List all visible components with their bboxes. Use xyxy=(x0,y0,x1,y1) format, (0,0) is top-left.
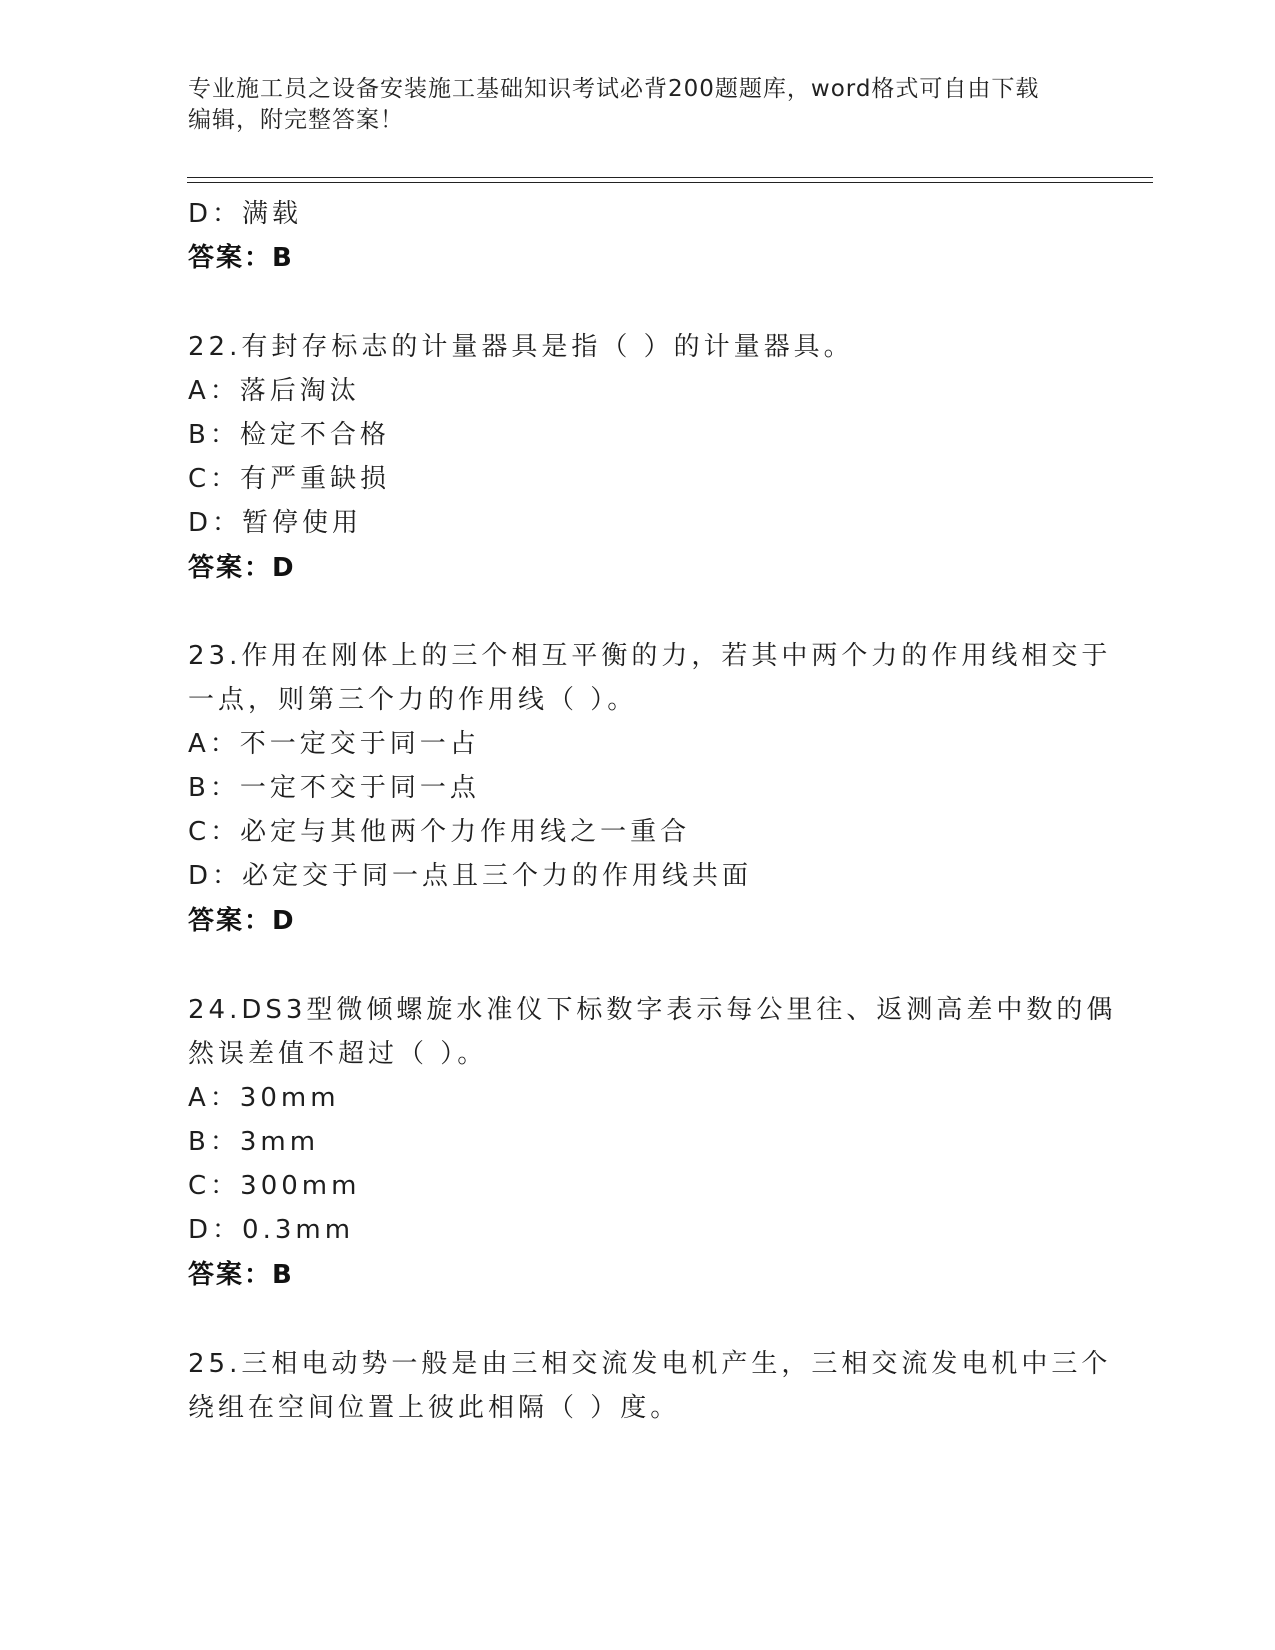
q22-answer: 答案：D xyxy=(188,553,296,583)
prev-answer: 答案：B xyxy=(188,243,294,273)
q23-option-a: A：不一定交于同一占 xyxy=(188,729,480,759)
document-header xyxy=(188,74,1088,136)
q23-option-b: B：一定不交于同一点 xyxy=(188,773,480,803)
q23-option-d: D：必定交于同一点且三个力的作用线共面 xyxy=(188,861,753,891)
q23-option-c: C：必定与其他两个力作用线之一重合 xyxy=(188,817,691,847)
q22-stem: 22.有封存标志的计量器具是指（ ）的计量器具。 xyxy=(188,332,854,362)
q25-stem-line-1: 25.三相电动势一般是由三相交流发电机产生，三相交流发电机中三个 xyxy=(188,1349,1112,1379)
q23-stem-line-2: 一点，则第三个力的作用线（ ）。 xyxy=(188,685,638,715)
q22-option-b: B：检定不合格 xyxy=(188,420,390,450)
prev-option-d: D：满载 xyxy=(188,199,303,229)
header-divider-bottom xyxy=(187,182,1153,183)
q23-answer: 答案：D xyxy=(188,906,296,936)
q24-answer: 答案：B xyxy=(188,1260,294,1290)
q24-option-d: D：0.3mm xyxy=(188,1215,355,1245)
q24-stem-line-1: 24.DS3型微倾螺旋水准仪下标数字表示每公里往、返测高差中数的偶 xyxy=(188,995,1117,1025)
header-line-2: 编辑，附完整答案！ xyxy=(188,107,404,133)
q24-option-a: A：30mm xyxy=(188,1083,340,1113)
q24-option-b: B：3mm xyxy=(188,1127,320,1157)
q25-stem-line-2: 绕组在空间位置上彼此相隔（ ）度。 xyxy=(188,1393,681,1423)
q24-option-c: C：300mm xyxy=(188,1171,361,1201)
q22-option-d: D：暂停使用 xyxy=(188,508,363,538)
header-line-1: 专业施工员之设备安装施工基础知识考试必背200题题库，word格式可自由下载 xyxy=(188,76,1040,102)
q23-stem-line-1: 23.作用在刚体上的三个相互平衡的力，若其中两个力的作用线相交于 xyxy=(188,641,1112,671)
q22-option-c: C：有严重缺损 xyxy=(188,464,391,494)
q22-option-a: A：落后淘汰 xyxy=(188,376,360,406)
header-divider-top xyxy=(187,177,1153,178)
q24-stem-line-2: 然误差值不超过（ ）。 xyxy=(188,1039,488,1069)
